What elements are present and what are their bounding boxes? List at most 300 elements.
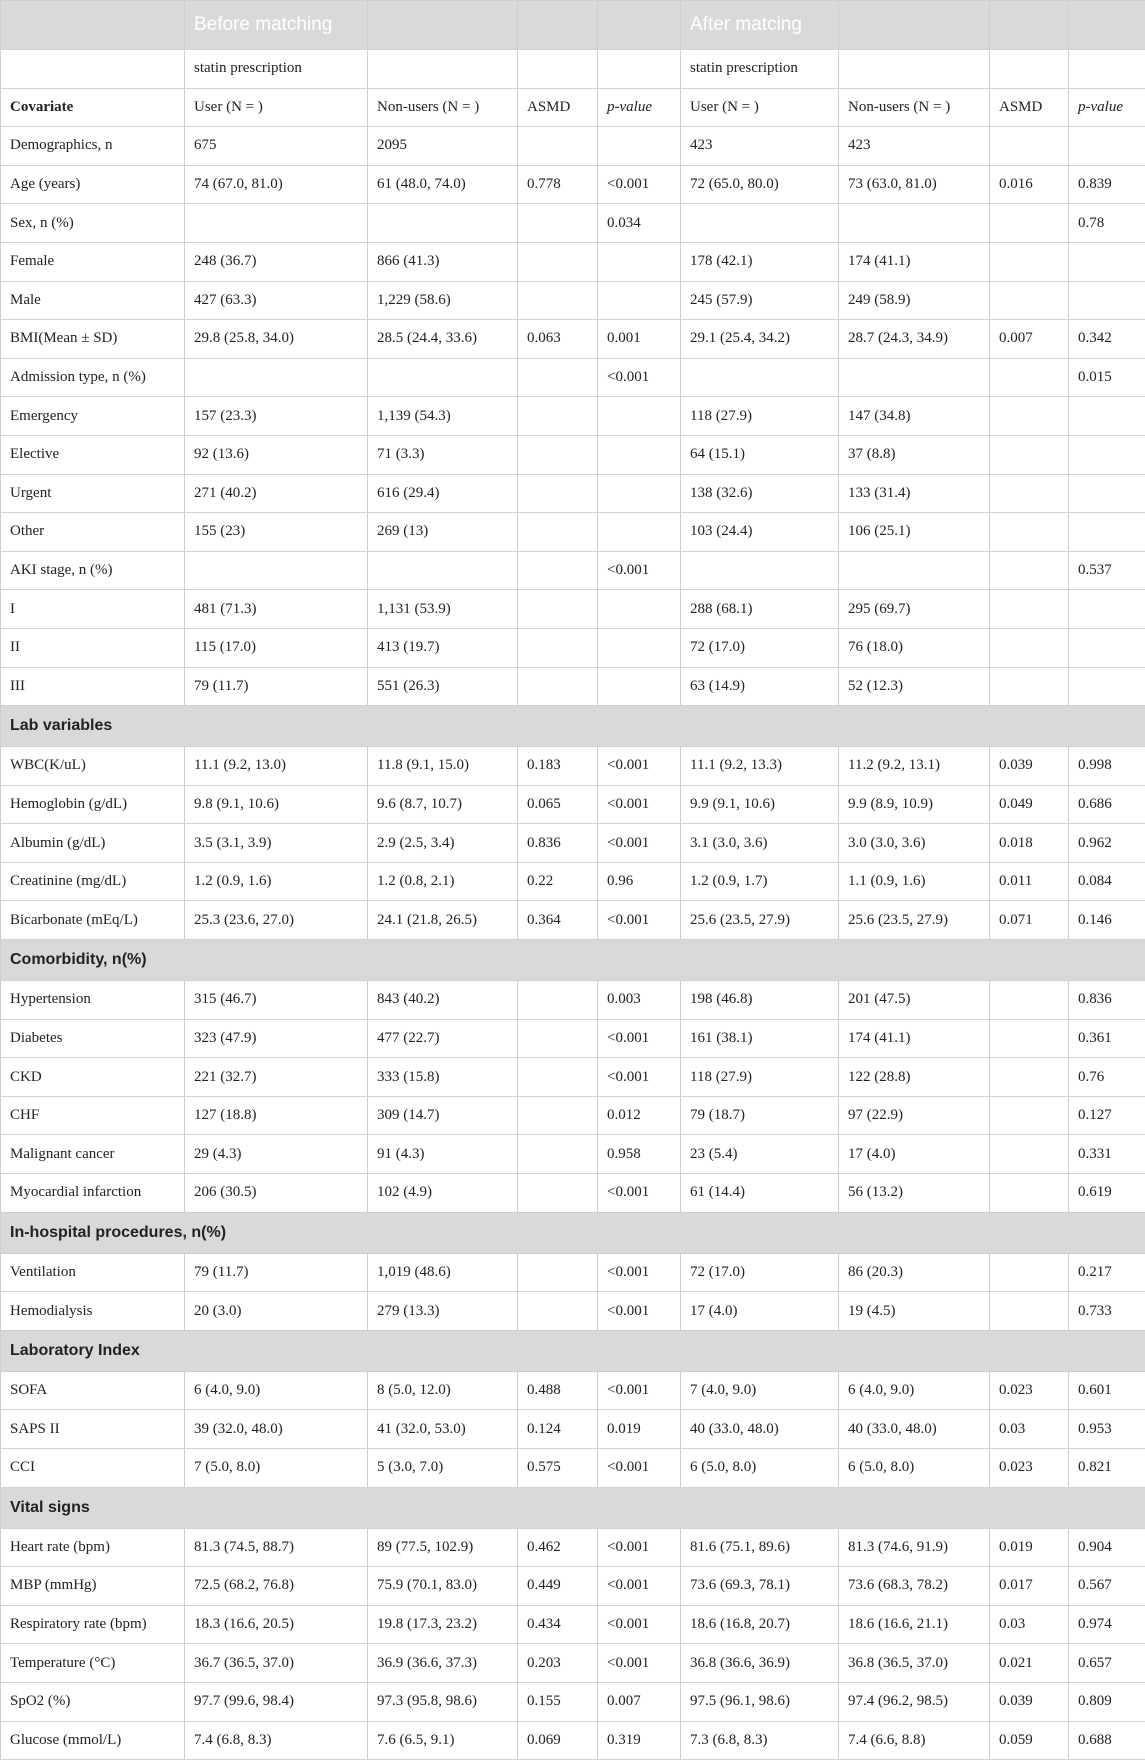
nonuser-after-cell: 52 (12.3): [839, 667, 990, 706]
nonuser-before-cell: 71 (3.3): [368, 435, 518, 474]
nonuser-after-cell: 17 (4.0): [839, 1135, 990, 1174]
p-after-cell: 0.974: [1069, 1605, 1145, 1644]
p-before-cell: <0.001: [598, 1371, 681, 1410]
user-before-cell: 115 (17.0): [185, 628, 368, 667]
col-user-before: User (N = ): [185, 88, 368, 127]
user-after-cell: 97.5 (96.1, 98.6): [681, 1682, 839, 1721]
asmd-before-cell: 0.203: [518, 1644, 598, 1683]
empty-cell: [1069, 50, 1145, 89]
user-before-cell: 1.2 (0.9, 1.6): [185, 862, 368, 901]
empty-cell: [598, 1, 681, 50]
p-before-cell: <0.001: [598, 1174, 681, 1213]
user-after-cell: 138 (32.6): [681, 474, 839, 513]
table-row: [1, 1528, 1145, 1567]
nonuser-before-cell: 269 (13): [368, 513, 518, 552]
user-after-cell: [681, 551, 839, 590]
table-row: [1, 1174, 1145, 1213]
nonuser-after-cell: 37 (8.8): [839, 435, 990, 474]
user-after-cell: 245 (57.9): [681, 281, 839, 320]
nonuser-before-cell: 309 (14.7): [368, 1096, 518, 1135]
table-row: [1, 590, 1145, 629]
group-header-row: [1, 1, 1145, 50]
group-before-matching: Before matching: [185, 1, 368, 50]
p-after-cell: 0.331: [1069, 1135, 1145, 1174]
p-before-cell: <0.001: [598, 824, 681, 863]
table-row: [1, 1292, 1145, 1331]
section-label: Laboratory Index: [1, 1330, 1145, 1371]
p-after-cell: [1069, 590, 1145, 629]
covariate-cell: Hemoglobin (g/dL): [1, 785, 185, 824]
user-before-cell: 79 (11.7): [185, 667, 368, 706]
user-after-cell: 18.6 (16.8, 20.7): [681, 1605, 839, 1644]
nonuser-before-cell: 616 (29.4): [368, 474, 518, 513]
asmd-after-cell: [990, 397, 1069, 436]
p-before-cell: [598, 590, 681, 629]
p-before-cell: <0.001: [598, 1253, 681, 1292]
asmd-before-cell: 0.575: [518, 1449, 598, 1488]
p-after-cell: 0.015: [1069, 358, 1145, 397]
nonuser-after-cell: 174 (41.1): [839, 1019, 990, 1058]
p-before-cell: 0.003: [598, 981, 681, 1020]
asmd-after-cell: [990, 281, 1069, 320]
subheader-after: statin prescription: [681, 50, 839, 89]
nonuser-after-cell: 76 (18.0): [839, 628, 990, 667]
user-after-cell: 25.6 (23.5, 27.9): [681, 901, 839, 940]
covariate-cell: Heart rate (bpm): [1, 1528, 185, 1567]
col-nonuser-after: Non-users (N = ): [839, 88, 990, 127]
empty-cell: [1, 1, 185, 50]
user-before-cell: 74 (67.0, 81.0): [185, 165, 368, 204]
asmd-before-cell: [518, 590, 598, 629]
table-row: [1, 747, 1145, 786]
user-after-cell: 81.6 (75.1, 89.6): [681, 1528, 839, 1567]
table-row: [1, 981, 1145, 1020]
asmd-before-cell: [518, 1292, 598, 1331]
col-p-after: p-value: [1069, 88, 1145, 127]
asmd-after-cell: 0.023: [990, 1449, 1069, 1488]
col-p-before: p-value: [598, 88, 681, 127]
asmd-before-cell: 0.488: [518, 1371, 598, 1410]
p-before-cell: <0.001: [598, 785, 681, 824]
p-before-cell: [598, 474, 681, 513]
user-before-cell: 81.3 (74.5, 88.7): [185, 1528, 368, 1567]
user-after-cell: 118 (27.9): [681, 397, 839, 436]
p-before-cell: <0.001: [598, 1528, 681, 1567]
table-row: [1, 320, 1145, 359]
section-header-row: [1, 940, 1145, 981]
user-before-cell: 72.5 (68.2, 76.8): [185, 1567, 368, 1606]
user-before-cell: 206 (30.5): [185, 1174, 368, 1213]
covariate-cell: MBP (mmHg): [1, 1567, 185, 1606]
p-after-cell: 0.342: [1069, 320, 1145, 359]
nonuser-before-cell: 1,139 (54.3): [368, 397, 518, 436]
nonuser-before-cell: 61 (48.0, 74.0): [368, 165, 518, 204]
p-before-cell: 0.034: [598, 204, 681, 243]
p-before-cell: 0.012: [598, 1096, 681, 1135]
table-row: [1, 1135, 1145, 1174]
nonuser-after-cell: 147 (34.8): [839, 397, 990, 436]
p-before-cell: <0.001: [598, 358, 681, 397]
nonuser-before-cell: 1,019 (48.6): [368, 1253, 518, 1292]
covariate-cell: II: [1, 628, 185, 667]
nonuser-after-cell: 56 (13.2): [839, 1174, 990, 1213]
nonuser-after-cell: 122 (28.8): [839, 1058, 990, 1097]
user-after-cell: 198 (46.8): [681, 981, 839, 1020]
user-before-cell: 9.8 (9.1, 10.6): [185, 785, 368, 824]
nonuser-before-cell: 19.8 (17.3, 23.2): [368, 1605, 518, 1644]
user-before-cell: 7.4 (6.8, 8.3): [185, 1721, 368, 1760]
col-asmd-before: ASMD: [518, 88, 598, 127]
p-after-cell: 0.567: [1069, 1567, 1145, 1606]
nonuser-before-cell: 102 (4.9): [368, 1174, 518, 1213]
asmd-after-cell: [990, 628, 1069, 667]
table-row: [1, 1371, 1145, 1410]
user-after-cell: 73.6 (69.3, 78.1): [681, 1567, 839, 1606]
user-before-cell: 92 (13.6): [185, 435, 368, 474]
covariate-cell: CCI: [1, 1449, 185, 1488]
p-after-cell: 0.809: [1069, 1682, 1145, 1721]
table-row: [1, 824, 1145, 863]
empty-cell: [518, 50, 598, 89]
user-after-cell: [681, 204, 839, 243]
user-before-cell: 6 (4.0, 9.0): [185, 1371, 368, 1410]
user-after-cell: 17 (4.0): [681, 1292, 839, 1331]
nonuser-after-cell: 6 (5.0, 8.0): [839, 1449, 990, 1488]
asmd-after-cell: [990, 1292, 1069, 1331]
user-before-cell: 7 (5.0, 8.0): [185, 1449, 368, 1488]
asmd-after-cell: 0.039: [990, 1682, 1069, 1721]
nonuser-before-cell: 28.5 (24.4, 33.6): [368, 320, 518, 359]
group-after-matching: After matcing: [681, 1, 839, 50]
asmd-before-cell: [518, 981, 598, 1020]
asmd-before-cell: [518, 281, 598, 320]
nonuser-after-cell: 423: [839, 127, 990, 166]
empty-cell: [990, 1, 1069, 50]
p-before-cell: <0.001: [598, 165, 681, 204]
table-row: [1, 435, 1145, 474]
table-row: [1, 474, 1145, 513]
asmd-after-cell: [990, 1096, 1069, 1135]
asmd-before-cell: 0.449: [518, 1567, 598, 1606]
column-header-row: [1, 88, 1145, 127]
section-label: In-hospital procedures, n(%): [1, 1212, 1145, 1253]
nonuser-before-cell: 1.2 (0.8, 2.1): [368, 862, 518, 901]
table-row: [1, 1058, 1145, 1097]
covariate-cell: CKD: [1, 1058, 185, 1097]
p-before-cell: <0.001: [598, 1567, 681, 1606]
asmd-before-cell: [518, 358, 598, 397]
p-after-cell: 0.217: [1069, 1253, 1145, 1292]
user-before-cell: 18.3 (16.6, 20.5): [185, 1605, 368, 1644]
asmd-after-cell: [990, 474, 1069, 513]
nonuser-before-cell: 2.9 (2.5, 3.4): [368, 824, 518, 863]
asmd-before-cell: [518, 1058, 598, 1097]
p-after-cell: 0.601: [1069, 1371, 1145, 1410]
user-before-cell: [185, 204, 368, 243]
user-after-cell: 29.1 (25.4, 34.2): [681, 320, 839, 359]
nonuser-after-cell: 86 (20.3): [839, 1253, 990, 1292]
asmd-before-cell: [518, 397, 598, 436]
asmd-before-cell: [518, 667, 598, 706]
asmd-after-cell: [990, 551, 1069, 590]
asmd-before-cell: [518, 551, 598, 590]
user-before-cell: 271 (40.2): [185, 474, 368, 513]
col-nonuser-before: Non-users (N = ): [368, 88, 518, 127]
covariate-cell: Diabetes: [1, 1019, 185, 1058]
asmd-after-cell: 0.049: [990, 785, 1069, 824]
asmd-after-cell: 0.016: [990, 165, 1069, 204]
nonuser-before-cell: 75.9 (70.1, 83.0): [368, 1567, 518, 1606]
nonuser-after-cell: 28.7 (24.3, 34.9): [839, 320, 990, 359]
user-before-cell: 36.7 (36.5, 37.0): [185, 1644, 368, 1683]
covariate-cell: AKI stage, n (%): [1, 551, 185, 590]
nonuser-before-cell: 866 (41.3): [368, 242, 518, 281]
nonuser-before-cell: [368, 551, 518, 590]
user-after-cell: [681, 358, 839, 397]
user-after-cell: 161 (38.1): [681, 1019, 839, 1058]
asmd-after-cell: [990, 242, 1069, 281]
nonuser-after-cell: 81.3 (74.6, 91.9): [839, 1528, 990, 1567]
asmd-after-cell: [990, 435, 1069, 474]
p-before-cell: <0.001: [598, 1605, 681, 1644]
covariate-cell: Emergency: [1, 397, 185, 436]
covariate-cell: Demographics, n: [1, 127, 185, 166]
user-after-cell: 6 (5.0, 8.0): [681, 1449, 839, 1488]
nonuser-after-cell: 106 (25.1): [839, 513, 990, 552]
table-row: [1, 513, 1145, 552]
p-before-cell: 0.007: [598, 1682, 681, 1721]
nonuser-before-cell: 2095: [368, 127, 518, 166]
nonuser-after-cell: 11.2 (9.2, 13.1): [839, 747, 990, 786]
empty-cell: [1069, 1, 1145, 50]
nonuser-before-cell: 279 (13.3): [368, 1292, 518, 1331]
covariate-cell: III: [1, 667, 185, 706]
p-before-cell: [598, 628, 681, 667]
nonuser-after-cell: 19 (4.5): [839, 1292, 990, 1331]
p-before-cell: <0.001: [598, 1292, 681, 1331]
table-row: [1, 1096, 1145, 1135]
p-before-cell: <0.001: [598, 551, 681, 590]
p-before-cell: <0.001: [598, 1644, 681, 1683]
user-before-cell: [185, 358, 368, 397]
p-after-cell: 0.836: [1069, 981, 1145, 1020]
covariate-cell: Elective: [1, 435, 185, 474]
p-after-cell: [1069, 397, 1145, 436]
nonuser-before-cell: 11.8 (9.1, 15.0): [368, 747, 518, 786]
user-after-cell: 7.3 (6.8, 8.3): [681, 1721, 839, 1760]
p-before-cell: [598, 667, 681, 706]
nonuser-before-cell: 89 (77.5, 102.9): [368, 1528, 518, 1567]
p-after-cell: [1069, 628, 1145, 667]
nonuser-before-cell: 843 (40.2): [368, 981, 518, 1020]
user-before-cell: 79 (11.7): [185, 1253, 368, 1292]
covariate-cell: Male: [1, 281, 185, 320]
p-before-cell: 0.958: [598, 1135, 681, 1174]
p-after-cell: [1069, 474, 1145, 513]
asmd-before-cell: [518, 1253, 598, 1292]
nonuser-before-cell: 91 (4.3): [368, 1135, 518, 1174]
nonuser-after-cell: 249 (58.9): [839, 281, 990, 320]
empty-cell: [368, 50, 518, 89]
table-row: [1, 1410, 1145, 1449]
p-after-cell: [1069, 667, 1145, 706]
user-after-cell: 178 (42.1): [681, 242, 839, 281]
nonuser-before-cell: 8 (5.0, 12.0): [368, 1371, 518, 1410]
user-after-cell: 72 (17.0): [681, 628, 839, 667]
asmd-before-cell: [518, 1096, 598, 1135]
asmd-after-cell: 0.03: [990, 1410, 1069, 1449]
covariate-cell: Respiratory rate (bpm): [1, 1605, 185, 1644]
p-before-cell: <0.001: [598, 747, 681, 786]
asmd-before-cell: 0.069: [518, 1721, 598, 1760]
nonuser-after-cell: 25.6 (23.5, 27.9): [839, 901, 990, 940]
table-row: [1, 1253, 1145, 1292]
asmd-before-cell: 0.063: [518, 320, 598, 359]
nonuser-after-cell: [839, 551, 990, 590]
section-header-row: [1, 1487, 1145, 1528]
empty-cell: [518, 1, 598, 50]
user-after-cell: 118 (27.9): [681, 1058, 839, 1097]
p-after-cell: 0.146: [1069, 901, 1145, 940]
asmd-before-cell: 0.155: [518, 1682, 598, 1721]
asmd-after-cell: [990, 667, 1069, 706]
user-after-cell: 72 (17.0): [681, 1253, 839, 1292]
asmd-after-cell: [990, 127, 1069, 166]
nonuser-before-cell: [368, 204, 518, 243]
user-after-cell: 3.1 (3.0, 3.6): [681, 824, 839, 863]
user-before-cell: 11.1 (9.2, 13.0): [185, 747, 368, 786]
user-before-cell: 25.3 (23.6, 27.0): [185, 901, 368, 940]
user-before-cell: 29 (4.3): [185, 1135, 368, 1174]
asmd-after-cell: [990, 358, 1069, 397]
user-after-cell: 288 (68.1): [681, 590, 839, 629]
p-after-cell: 0.657: [1069, 1644, 1145, 1683]
user-before-cell: 481 (71.3): [185, 590, 368, 629]
asmd-before-cell: [518, 474, 598, 513]
covariate-cell: Hypertension: [1, 981, 185, 1020]
asmd-after-cell: [990, 1019, 1069, 1058]
nonuser-before-cell: 7.6 (6.5, 9.1): [368, 1721, 518, 1760]
nonuser-before-cell: 5 (3.0, 7.0): [368, 1449, 518, 1488]
p-after-cell: 0.619: [1069, 1174, 1145, 1213]
asmd-before-cell: 0.778: [518, 165, 598, 204]
empty-cell: [368, 1, 518, 50]
p-before-cell: [598, 397, 681, 436]
p-after-cell: 0.76: [1069, 1058, 1145, 1097]
nonuser-before-cell: 41 (32.0, 53.0): [368, 1410, 518, 1449]
table-row: [1, 628, 1145, 667]
nonuser-before-cell: [368, 358, 518, 397]
table-row: [1, 1019, 1145, 1058]
asmd-before-cell: [518, 435, 598, 474]
covariate-cell: Albumin (g/dL): [1, 824, 185, 863]
table-row: [1, 667, 1145, 706]
asmd-after-cell: 0.007: [990, 320, 1069, 359]
table-row: [1, 785, 1145, 824]
nonuser-after-cell: 7.4 (6.6, 8.8): [839, 1721, 990, 1760]
covariate-cell: CHF: [1, 1096, 185, 1135]
asmd-before-cell: 0.065: [518, 785, 598, 824]
covariate-cell: Creatinine (mg/dL): [1, 862, 185, 901]
user-before-cell: 323 (47.9): [185, 1019, 368, 1058]
user-before-cell: 39 (32.0, 48.0): [185, 1410, 368, 1449]
p-before-cell: <0.001: [598, 1019, 681, 1058]
asmd-before-cell: [518, 628, 598, 667]
subheader-before: statin prescription: [185, 50, 368, 89]
asmd-after-cell: 0.023: [990, 1371, 1069, 1410]
user-before-cell: [185, 551, 368, 590]
covariate-cell: WBC(K/uL): [1, 747, 185, 786]
covariate-cell: Hemodialysis: [1, 1292, 185, 1331]
p-before-cell: <0.001: [598, 1449, 681, 1488]
user-after-cell: 40 (33.0, 48.0): [681, 1410, 839, 1449]
col-user-after: User (N = ): [681, 88, 839, 127]
empty-cell: [990, 50, 1069, 89]
p-before-cell: [598, 242, 681, 281]
asmd-after-cell: [990, 1058, 1069, 1097]
table-row: [1, 901, 1145, 940]
p-before-cell: 0.019: [598, 1410, 681, 1449]
asmd-after-cell: [990, 204, 1069, 243]
covariate-cell: Temperature (°C): [1, 1644, 185, 1683]
section-label: Comorbidity, n(%): [1, 940, 1145, 981]
p-after-cell: [1069, 513, 1145, 552]
col-asmd-after: ASMD: [990, 88, 1069, 127]
nonuser-before-cell: 413 (19.7): [368, 628, 518, 667]
user-after-cell: 36.8 (36.6, 36.9): [681, 1644, 839, 1683]
nonuser-before-cell: 1,229 (58.6): [368, 281, 518, 320]
asmd-before-cell: [518, 513, 598, 552]
asmd-after-cell: 0.03: [990, 1605, 1069, 1644]
covariate-cell: SAPS II: [1, 1410, 185, 1449]
p-after-cell: 0.839: [1069, 165, 1145, 204]
user-after-cell: 103 (24.4): [681, 513, 839, 552]
covariate-cell: Ventilation: [1, 1253, 185, 1292]
covariate-cell: Glucose (mmol/L): [1, 1721, 185, 1760]
user-before-cell: 221 (32.7): [185, 1058, 368, 1097]
user-before-cell: 29.8 (25.8, 34.0): [185, 320, 368, 359]
p-after-cell: 0.904: [1069, 1528, 1145, 1567]
asmd-after-cell: [990, 1253, 1069, 1292]
p-after-cell: [1069, 435, 1145, 474]
covariate-cell: Malignant cancer: [1, 1135, 185, 1174]
user-after-cell: 423: [681, 127, 839, 166]
asmd-before-cell: 0.836: [518, 824, 598, 863]
nonuser-after-cell: 295 (69.7): [839, 590, 990, 629]
p-before-cell: <0.001: [598, 901, 681, 940]
empty-cell: [1, 50, 185, 89]
user-before-cell: 157 (23.3): [185, 397, 368, 436]
user-after-cell: 72 (65.0, 80.0): [681, 165, 839, 204]
asmd-after-cell: [990, 513, 1069, 552]
nonuser-after-cell: 40 (33.0, 48.0): [839, 1410, 990, 1449]
p-after-cell: 0.361: [1069, 1019, 1145, 1058]
nonuser-before-cell: 551 (26.3): [368, 667, 518, 706]
nonuser-before-cell: 24.1 (21.8, 26.5): [368, 901, 518, 940]
user-before-cell: 155 (23): [185, 513, 368, 552]
nonuser-after-cell: 174 (41.1): [839, 242, 990, 281]
p-before-cell: 0.001: [598, 320, 681, 359]
asmd-after-cell: 0.059: [990, 1721, 1069, 1760]
user-before-cell: 248 (36.7): [185, 242, 368, 281]
p-after-cell: [1069, 127, 1145, 166]
p-before-cell: 0.96: [598, 862, 681, 901]
table-row: [1, 1644, 1145, 1683]
covariate-cell: Other: [1, 513, 185, 552]
table-row: [1, 1567, 1145, 1606]
nonuser-after-cell: 6 (4.0, 9.0): [839, 1371, 990, 1410]
table-row: [1, 397, 1145, 436]
